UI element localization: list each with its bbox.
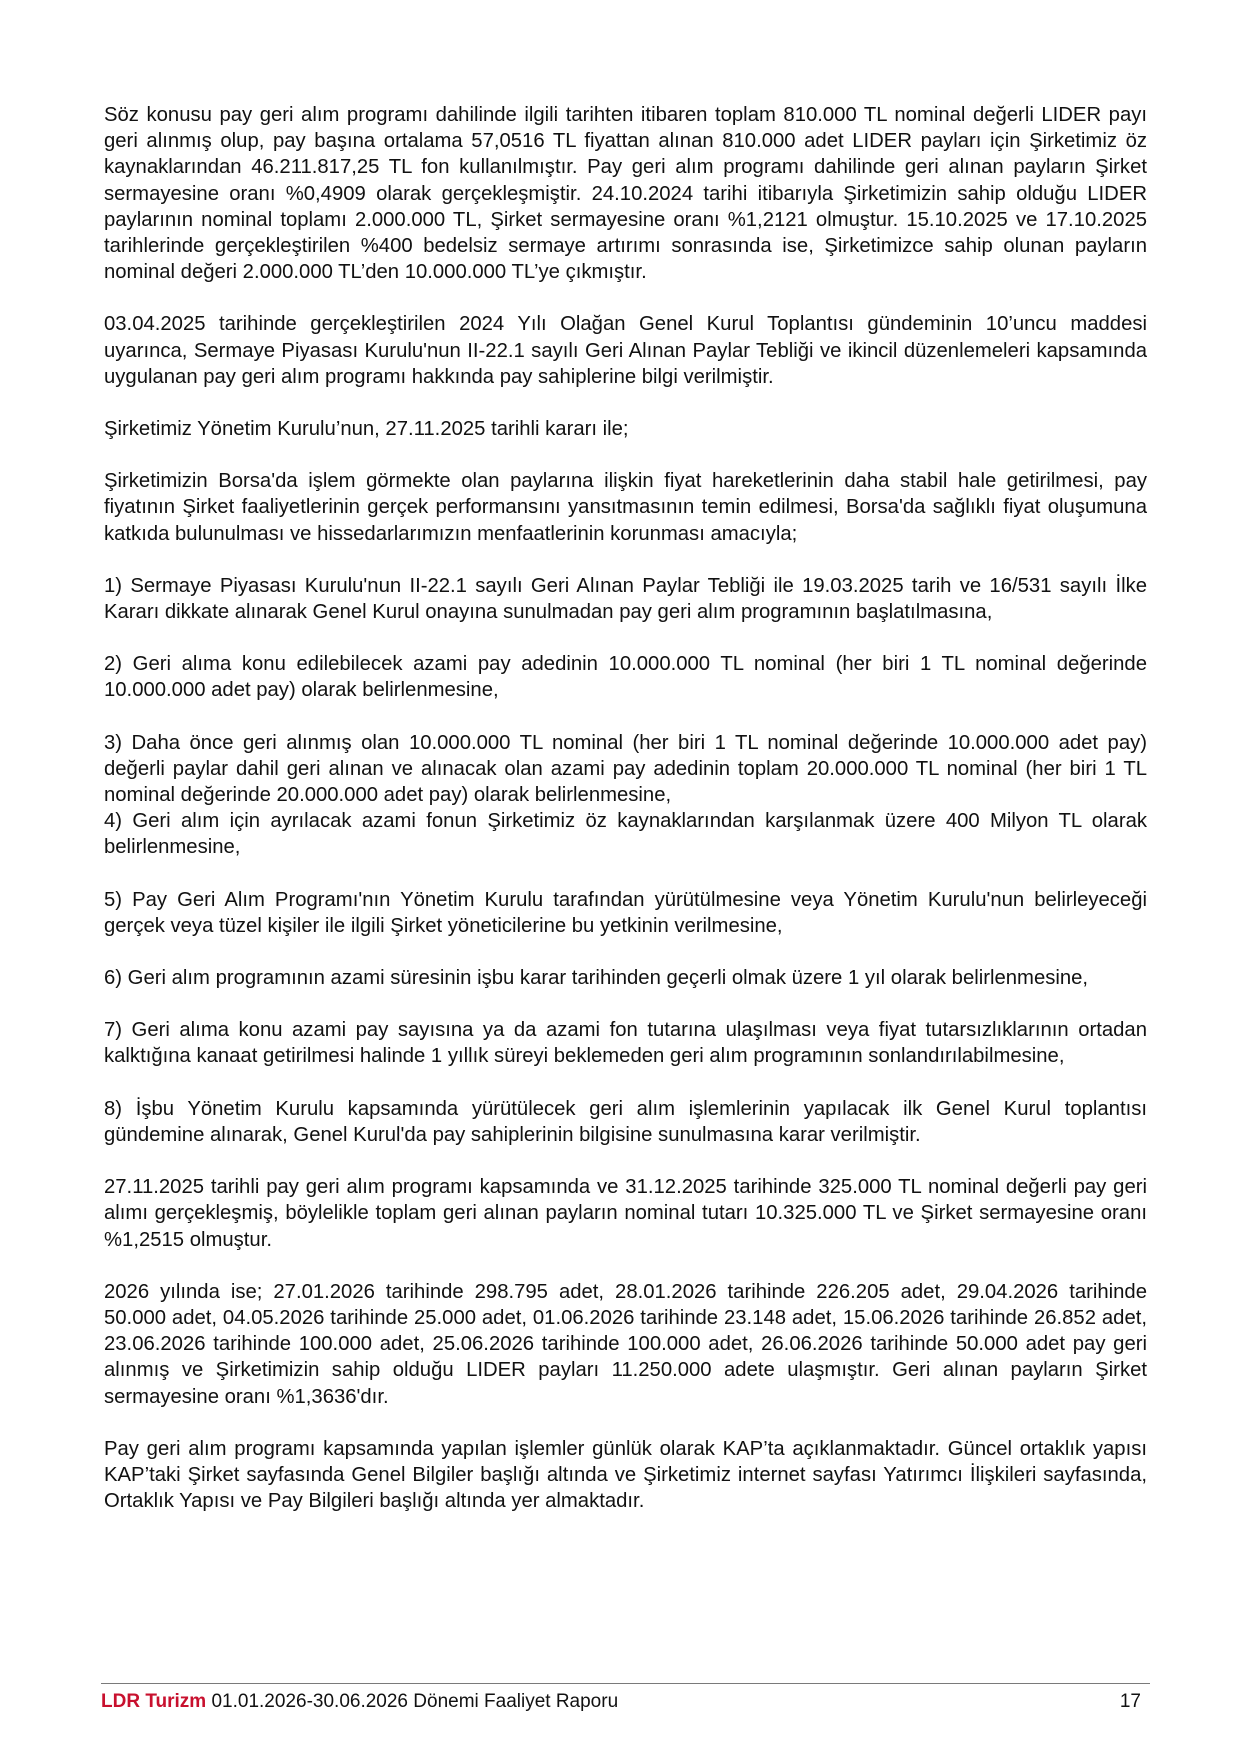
decision-item-5: 5) Pay Geri Alım Programı'nın Yönetim Kurulu tarafından yürütülmesine veya Yönetim Kurulu'nun belirleyeceği gerçek veya tüzel kişiler ile ilgili Şirket yöneticilerine bu yetkinin verilmesine, bbox=[104, 888, 1147, 937]
decision-item-8: 8) İşbu Yönetim Kurulu kapsamında yürütülecek geri alım işlemlerinin yapılacak ilk Genel Kurul toplantısı gündemine alınarak, Genel Kurul'da pay sahiplerinin bilgisine sunulmasına karar verilmiştir. bbox=[104, 1097, 1147, 1146]
footer-report-title: 01.01.2026-30.06.2026 Dönemi Faaliyet Raporu bbox=[211, 1691, 619, 1712]
paragraph-buyback-summary: Söz konusu pay geri alım programı dahilinde ilgili tarihten itibaren toplam 810.000 TL nominal değerli LIDER payı geri alınmış olup, pay başına ortalama 57,0516 TL fiyattan alınan 810.000 adet LIDER payları için Şirketimiz öz kaynaklarından 46.211.817,25 TL fon kullanılmıştır. Pay geri alım programı dahilinde geri alınan payların Şirket sermayesine oranı %0,4909 olarak gerçekleşmiştir. 24.10.2024 tarihi itibarıyla Şirketimizin sahip olduğu LIDER paylarının nominal toplamı 2.000.000 TL, Şirket sermayesine oranı %1,2121 olmuştur. 15.10.2025 ve 17.10.2025 tarihlerinde gerçekleştirilen %400 bedelsiz sermaye artırımı sonrasında ise, Şirketimizce sahip olunan payların nominal değeri 2.000.000 TL’den 10.000.000 TL’ye çıkmıştır. bbox=[104, 104, 1147, 284]
decision-item-6: 6) Geri alım programının azami süresinin işbu karar tarihinden geçerli olmak üzere 1 yıl olarak belirlenmesine, bbox=[104, 967, 1089, 990]
decision-item-3: 3) Daha önce geri alınmış olan 10.000.000 TL nominal (her biri 1 TL nominal değerinde 10.000.000 adet pay) değerli paylar dahil geri alınan ve alınacak olan azami pay adedinin toplam 20.000.000 TL nominal (her biri 1 TL nominal değerinde 20.000.000 adet pay) olarak belirlenmesine, bbox=[104, 731, 1147, 807]
decision-item-7: 7) Geri alıma konu azami pay sayısına ya da azami fon tutarına ulaşılması veya fiyat tutarsızlıklarının ortadan kalktığına kanaat getirilmesi halinde 1 yıllık süreyi beklemeden geri alım programının sonlandırılabilmesine, bbox=[104, 1019, 1147, 1068]
decision-item-2: 2) Geri alıma konu edilebilecek azami pay adedinin 10.000.000 TL nominal (her biri 1 TL nominal değerinde 10.000.000 adet pay) olarak belirlenmesine, bbox=[104, 653, 1147, 702]
footer-divider bbox=[101, 1683, 1150, 1684]
footer-brand: LDR Turizm bbox=[101, 1691, 207, 1712]
page-footer bbox=[101, 1690, 1141, 1716]
decision-item-4: 4) Geri alım için ayrılacak azami fonun Şirketimiz öz kaynaklarından karşılanmak üzere 400 Milyon TL olarak belirlenmesine, bbox=[104, 810, 1147, 859]
decision-item-1: 1) Sermaye Piyasası Kurulu'nun II-22.1 sayılı Geri Alınan Paylar Tebliği ile 19.03.2025 tarih ve 16/531 sayılı İlke Kararı dikkate alınarak Genel Kurul onayına sunulmadan pay geri alım programının başlatılmasına, bbox=[104, 574, 1147, 624]
paragraph-kap-disclosure: Pay geri alım programı kapsamında yapılan işlemler günlük olarak KAP’ta açıklanmaktadır. Güncel ortaklık yapısı KAP’taki Şirket sayfasında Genel Bilgiler başlığı altında ve Şirketimiz internet sayfası Yatırımcı İlişkileri sayfasında, Ortaklık Yapısı ve Pay Bilgileri başlığı altında yer almaktadır. bbox=[104, 1437, 1147, 1513]
paragraph-board-decision-intro: Şirketimiz Yönetim Kurulu’nun, 27.11.2025 tarihli kararı ile; bbox=[104, 418, 629, 441]
paragraph-purpose: Şirketimizin Borsa'da işlem görmekte olan paylarına ilişkin fiyat hareketlerinin daha stabil hale getirilmesi, pay fiyatının Şirket faaliyetlerinin gerçek performansını yansıtmasının temin edilmesi, Borsa'da sağlıklı fiyat oluşumuna katkıda bulunulması ve hissedarlarımızın menfaatlerinin korunması amacıyla; bbox=[104, 470, 1147, 545]
paragraph-2025-buyback: 27.11.2025 tarihli pay geri alım programı kapsamında ve 31.12.2025 tarihinde 325.000 TL nominal değerli pay geri alımı gerçekleşmiş, böylelikle toplam geri alınan payların nominal tutarı 10.325.000 TL ve Şirket sermayesine oranı %1,2515 olmuştur. bbox=[104, 1176, 1147, 1251]
page-number: 17 bbox=[1119, 1691, 1141, 1712]
paragraph-2026-buybacks: 2026 yılında ise; 27.01.2026 tarihinde 298.795 adet, 28.01.2026 tarihinde 226.205 adet, 29.04.2026 tarihinde 50.000 adet, 04.05.2026 tarihinde 25.000 adet, 01.06.2026 tarihinde 23.148 adet, 15.06.2026 tarihinde 26.852 adet, 23.06.2026 tarihinde 100.000 adet, 25.06.2026 tarihinde 100.000 adet, 26.06.2026 tarihinde 50.000 adet pay geri alınmış ve Şirketimizin sahip olduğu LIDER payları 11.250.000 adete ulaşmıştır. Geri alınan payların Şirket sermayesine oranı %1,3636'dır. bbox=[104, 1280, 1147, 1408]
page-body bbox=[104, 102, 1147, 1514]
paragraph-general-assembly: 03.04.2025 tarihinde gerçekleştirilen 2024 Yılı Olağan Genel Kurul Toplantısı gündeminin 10’uncu maddesi uyarınca, Sermaye Piyasası Kurulu'nun II-22.1 sayılı Geri Alınan Paylar Tebliği ve ikincil düzenlemeleri kapsamında uygulanan pay geri alım programı hakkında pay sahiplerine bilgi verilmiştir. bbox=[104, 313, 1147, 388]
